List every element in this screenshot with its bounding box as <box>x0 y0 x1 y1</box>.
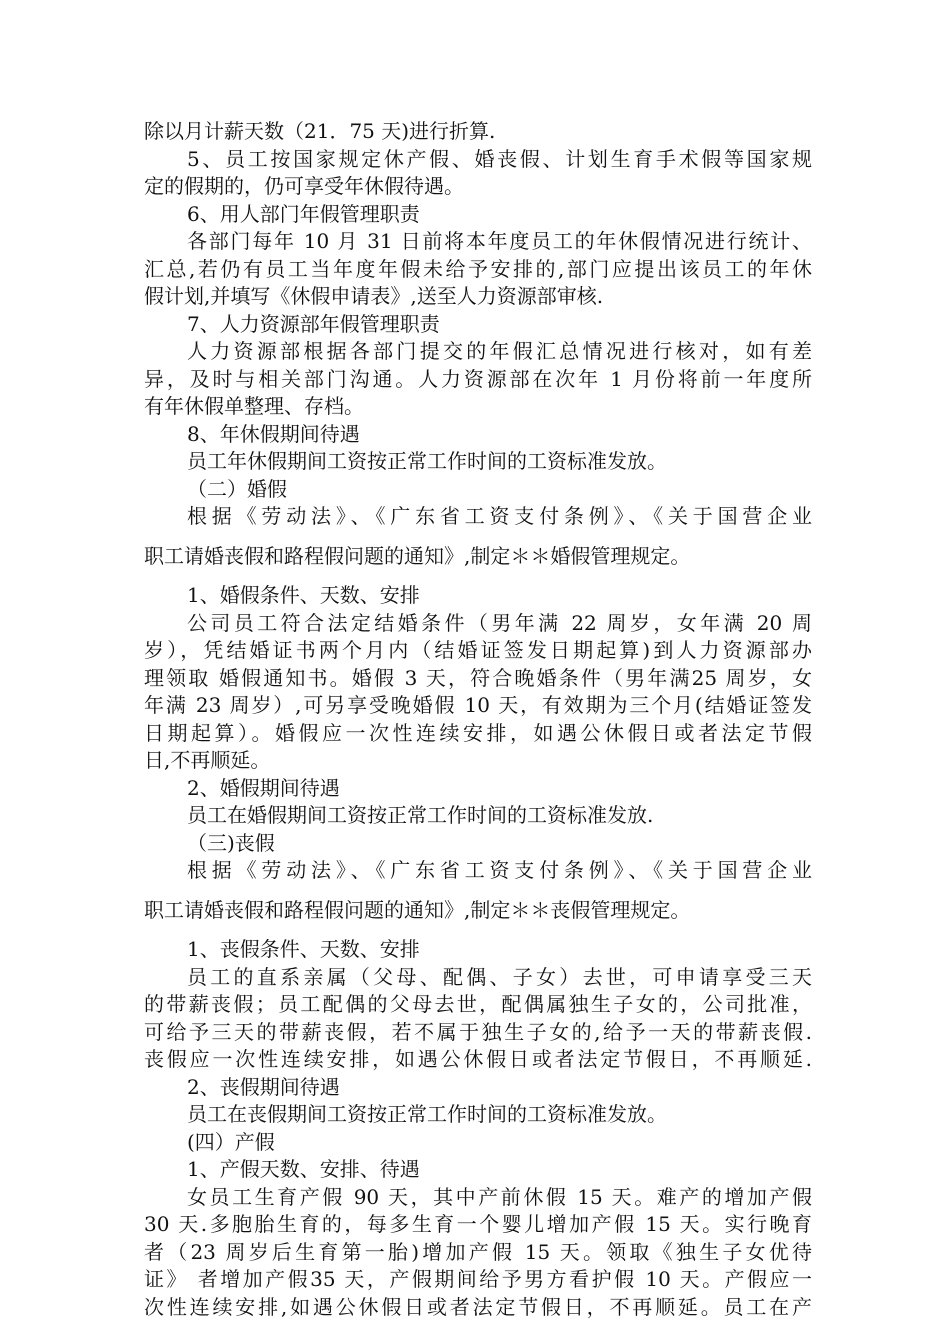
text-line: 丧假应一次性连续安排，如遇公休假日或者法定节假日，不再顺延. <box>144 1047 812 1071</box>
text-line: 职工请婚丧假和路程假问题的通知》,制定＊＊婚假管理规定。 <box>144 543 691 568</box>
text-line: 人力资源部根据各部门提交的年假汇总情况进行核对，如有差 <box>187 339 812 363</box>
text-line: 汇总,若仍有员工当年度年假未给予安排的,部门应提出该员工的年休 <box>144 256 812 281</box>
text-line: 8、年休假期间待遇 <box>187 421 360 446</box>
text-line: 1、产假天数、安排、待遇 <box>187 1157 420 1181</box>
text-line: 除以月计薪天数（21．75 天)进行折算. <box>144 119 496 143</box>
text-line: 根据《劳动法》、《广东省工资支付条例》、《关于国营企业 <box>187 504 812 528</box>
text-line: 的带薪丧假；员工配偶的父母去世，配偶属独生子女的，公司批准， <box>144 992 812 1016</box>
text-line: 员工的直系亲属（父母、配偶、子女）去世，可申请享受三天 <box>187 964 812 989</box>
text-line: 7、人力资源部年假管理职责 <box>187 311 440 336</box>
text-line: 日,不再顺延。 <box>144 748 271 772</box>
text-line: 异，及时与相关部门沟通。人力资源部在次年 1 月份将前一年度所 <box>144 366 812 391</box>
text-line: 职工请婚丧假和路程假问题的通知》,制定＊＊丧假管理规定。 <box>144 897 691 922</box>
text-line: 2、婚假期间待遇 <box>187 775 340 800</box>
text-line: 30 天.多胞胎生育的，每多生育一个婴儿增加产假 15 天。实行晚育 <box>144 1212 812 1236</box>
text-line: 员工在婚假期间工资按正常工作时间的工资标准发放. <box>187 803 654 827</box>
text-line: 6、用人部门年假管理职责 <box>187 201 420 226</box>
text-line: 员工在丧假期间工资按正常工作时间的工资标准发放。 <box>187 1102 667 1126</box>
text-line: 女员工生育产假 90 天，其中产前休假 15 天。难产的增加产假 <box>187 1184 812 1209</box>
text-line: 公司员工符合法定结婚条件（男年满 22 周岁，女年满 20 周 <box>187 610 812 635</box>
text-line: 证》 者增加产假35 天，产假期间给予男方看护假 10 天。产假应一 <box>144 1267 812 1291</box>
text-line: 5、员工按国家规定休产假、婚丧假、计划生育手术假等国家规 <box>187 146 812 171</box>
text-line: 定的假期的，仍可享受年休假待遇。 <box>144 174 464 198</box>
text-line: 有年休假单整理、存档。 <box>144 394 364 418</box>
text-line: （二）婚假 <box>187 476 287 501</box>
text-line: 2、丧假期间待遇 <box>187 1074 340 1099</box>
document-body <box>144 118 812 1321</box>
text-line: 年满 23 周岁）,可另享受晚婚假 10 天，有效期为三个月(结婚证签发 <box>144 693 812 717</box>
text-line: 次性连续安排,如遇公休假日或者法定节假日，不再顺延。员工在产 <box>144 1294 812 1319</box>
text-line: 假计划,并填写《休假申请表》,送至人力资源部审核. <box>144 284 604 308</box>
text-line: 员工年休假期间工资按正常工作时间的工资标准发放。 <box>187 449 667 473</box>
text-line: 日期起算）。婚假应一次性连续安排，如遇公休假日或者法定节假 <box>144 720 812 745</box>
text-line: 1、丧假条件、天数、安排 <box>187 937 420 961</box>
text-line: 者（23 周岁后生育第一胎)增加产假 15 天。领取《独生子女优待 <box>144 1239 812 1264</box>
text-line: 根据《劳动法》、《广东省工资支付条例》、《关于国营企业 <box>187 858 812 882</box>
text-line: 各部门每年 10 月 31 日前将本年度员工的年休假情况进行统计、 <box>187 229 812 253</box>
text-line: 岁），凭结婚证书两个月内（结婚证签发日期起算)到人力资源部办 <box>144 638 812 662</box>
text-line: （三)丧假 <box>187 830 275 855</box>
text-line: 可给予三天的带薪丧假，若不属于独生子女的,给予一天的带薪丧假. <box>144 1019 812 1044</box>
text-line: 理领取 婚假通知书。婚假 3 天，符合晚婚条件（男年满25 周岁，女 <box>144 665 812 690</box>
text-line: 1、婚假条件、天数、安排 <box>187 583 420 607</box>
text-line: (四）产假 <box>187 1129 275 1154</box>
